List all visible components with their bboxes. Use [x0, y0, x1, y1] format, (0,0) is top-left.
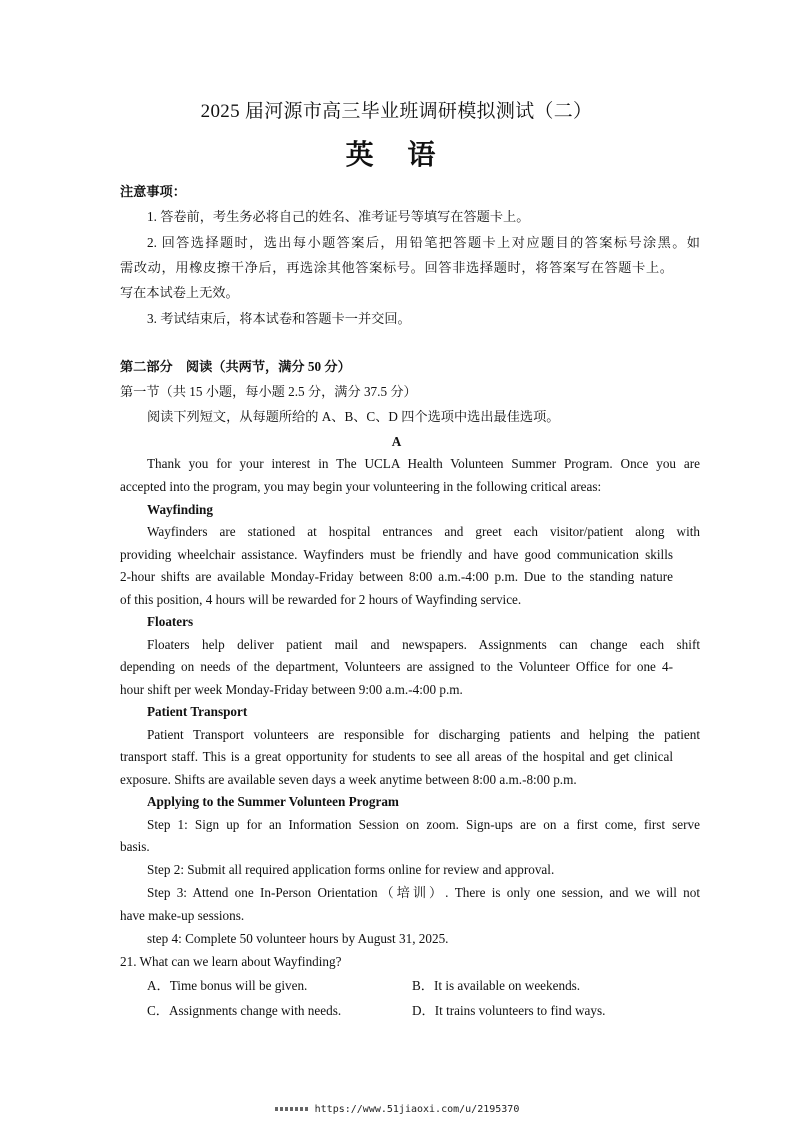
- floaters-line-1: Floaters help deliver patient mail and newspapers. Assignments can change each shift: [147, 637, 700, 652]
- wayfinding-line-1: Wayfinders are stationed at hospital entrances and greet each visitor/patient along with: [147, 524, 700, 539]
- section-instruction: 阅读下列短文，从每题所给的 A、B、C、D 四个选项中选出最佳选项。: [147, 409, 560, 424]
- notice-item-1: 1. 答卷前，考生务必将自己的姓名、准考证号等填写在答题卡上。: [147, 209, 530, 224]
- exam-title: 2025 届河源市高三毕业班调研模拟测试（二）: [200, 101, 593, 122]
- subject-title: 英 语: [345, 138, 448, 171]
- question-21-stem: 21. What can we learn about Wayfinding?: [120, 954, 342, 969]
- question-21-option-a[interactable]: A．Time bonus will be given.: [147, 978, 308, 993]
- step-1-line-1: Step 1: Sign up for an Information Session on zoom. Sign-ups are on a first come, first serve: [147, 817, 700, 832]
- question-21-option-c[interactable]: C．Assignments change with needs.: [147, 1003, 342, 1018]
- heading-floaters: Floaters: [147, 614, 194, 629]
- step-3-line-2: have make-up sessions.: [120, 908, 245, 923]
- question-21-option-d[interactable]: D．It trains volunteers to find ways.: [412, 1003, 606, 1018]
- question-21-option-b[interactable]: B．It is available on weekends.: [412, 978, 581, 993]
- passage-label: A: [391, 434, 402, 449]
- notice-item-2-line-3: 写在本试卷上无效。: [120, 285, 239, 300]
- section-part-heading: 第二部分 阅读（共两节，满分 50 分）: [120, 359, 351, 374]
- floaters-line-2: depending on needs of the department, Volunteers are assigned to the Volunteer Office for one 4-: [120, 659, 673, 674]
- notice-item-2-line-2: 需改动，用橡皮擦干净后，再选涂其他答案标号。回答非选择题时，将答案写在答题卡上。: [120, 260, 673, 275]
- heading-wayfinding: Wayfinding: [147, 502, 213, 517]
- intro-line-1: Thank you for your interest in The UCLA Health Volunteen Summer Program. Once you are: [147, 456, 700, 471]
- transport-line-2: transport staff. This is a great opportunity for students to see all areas of the hospital and get clinical: [120, 749, 673, 764]
- step-4: step 4: Complete 50 volunteer hours by August 31, 2025.: [147, 931, 449, 946]
- step-3-line-1: Step 3: Attend one In-Person Orientation（培训）. There is only one session, and we will not: [147, 885, 700, 900]
- notice-item-3: 3. 考试结束后，将本试卷和答题卡一并交回。: [147, 311, 411, 326]
- footer: [0, 1104, 794, 1115]
- notice-heading: 注意事项：: [120, 184, 186, 199]
- notice-item-2-line-1: 2. 回答选择题时，选出每小题答案后，用铅笔把答题卡上对应题目的答案标号涂黑。如: [147, 235, 700, 250]
- intro-line-2: accepted into the program, you may begin your volunteering in the following critical areas:: [120, 479, 602, 494]
- floaters-line-3: hour shift per week Monday-Friday between 9:00 a.m.-4:00 p.m.: [120, 682, 463, 697]
- step-2: Step 2: Submit all required application forms online for review and approval.: [147, 862, 555, 877]
- heading-patient-transport: Patient Transport: [147, 704, 248, 719]
- wayfinding-line-4: of this position, 4 hours will be rewarded for 2 hours of Wayfinding service.: [120, 592, 522, 607]
- section-sub-heading: 第一节（共 15 小题，每小题 2.5 分，满分 37.5 分）: [120, 384, 417, 399]
- footer-watermark-icon: [275, 1107, 309, 1111]
- footer-url[interactable]: https://www.51jiaoxi.com/u/2195370: [314, 1104, 520, 1115]
- transport-line-1: Patient Transport volunteers are responsible for discharging patients and helping the patient: [147, 727, 700, 742]
- transport-line-3: exposure. Shifts are available seven days a week anytime between 8:00 a.m.-8:00 p.m.: [120, 772, 577, 787]
- step-1-line-2: basis.: [120, 839, 150, 854]
- wayfinding-line-3: 2-hour shifts are available Monday-Friday between 8:00 a.m.-4:00 p.m. Due to the standing nature: [120, 569, 673, 584]
- wayfinding-line-2: providing wheelchair assistance. Wayfinders must be friendly and have good communication skills: [120, 547, 673, 562]
- heading-applying: Applying to the Summer Volunteen Program: [147, 794, 399, 809]
